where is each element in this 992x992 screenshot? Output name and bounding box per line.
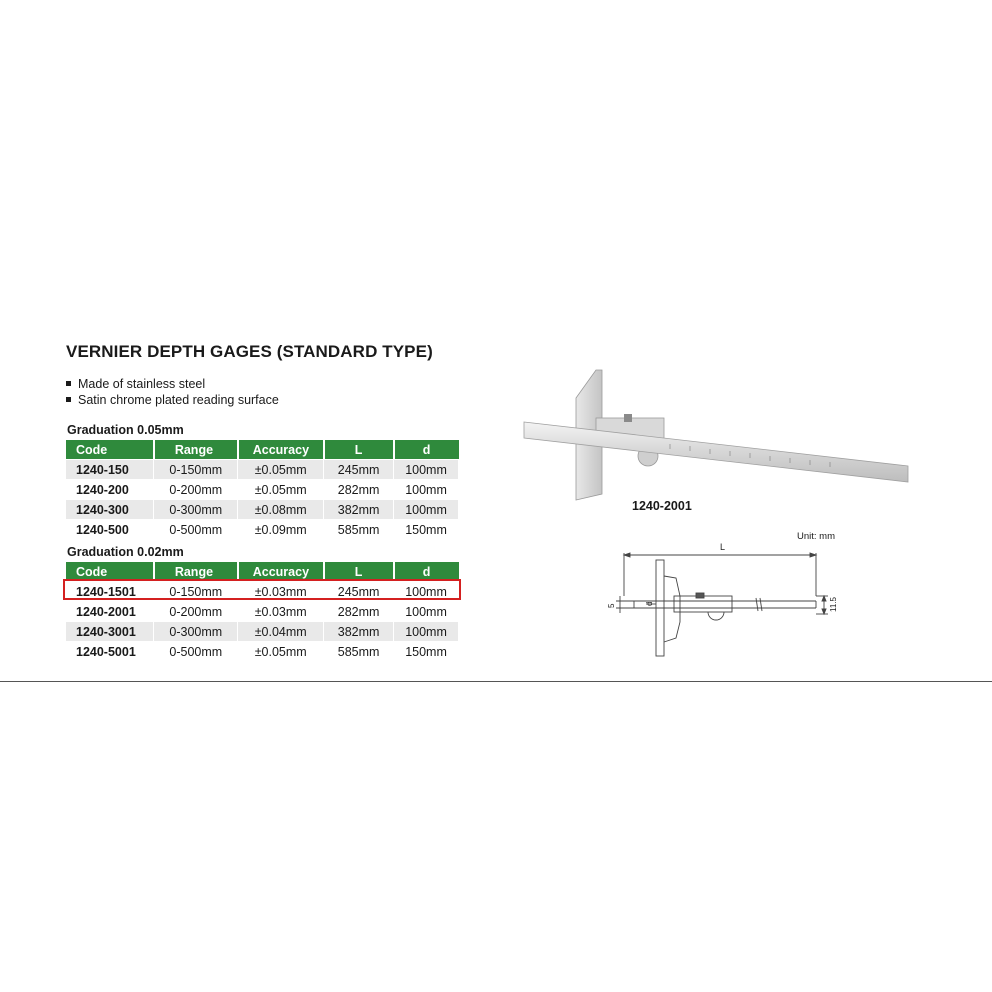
spec-table-graduation-005 xyxy=(66,440,459,539)
cell-l: 245mm xyxy=(324,460,394,480)
cell-d: 150mm xyxy=(394,520,459,540)
cell-range: 0-200mm xyxy=(154,480,238,500)
dim-d-label: d xyxy=(645,601,654,606)
cell-code: 1240-500 xyxy=(66,520,154,540)
cell-accuracy: ±0.05mm xyxy=(238,480,324,500)
cell-d: 100mm xyxy=(394,622,459,642)
cell-accuracy: ±0.05mm xyxy=(238,642,324,662)
cell-l: 585mm xyxy=(324,642,394,662)
table-heading-graduation-005: Graduation 0.05mm xyxy=(67,423,184,437)
table-header-row xyxy=(66,440,459,460)
spec-table-graduation-002 xyxy=(66,562,459,661)
cell-d: 150mm xyxy=(394,642,459,662)
cell-l: 282mm xyxy=(324,602,394,622)
cell-range: 0-150mm xyxy=(154,460,238,480)
cell-l: 382mm xyxy=(324,622,394,642)
dimension-drawing xyxy=(604,538,854,662)
table-header-row xyxy=(66,562,459,582)
cell-accuracy: ±0.03mm xyxy=(238,582,324,602)
cell-range: 0-300mm xyxy=(154,500,238,520)
bullet-square-icon xyxy=(66,381,71,386)
cell-code: 1240-200 xyxy=(66,480,154,500)
table-row xyxy=(66,622,459,642)
divider-line xyxy=(0,681,992,682)
unit-label: Unit: mm xyxy=(797,531,835,542)
feature-item: Satin chrome plated reading surface xyxy=(66,392,279,408)
cell-code: 1240-5001 xyxy=(66,642,154,662)
feature-item: Made of stainless steel xyxy=(66,376,279,392)
dim-l-label: L xyxy=(720,542,726,552)
column-header-d: d xyxy=(394,440,459,460)
column-header-code: Code xyxy=(66,440,154,460)
column-header-range: Range xyxy=(154,440,238,460)
cell-range: 0-300mm xyxy=(154,622,238,642)
column-header-d: d xyxy=(394,562,459,582)
table-row xyxy=(66,642,459,662)
cell-range: 0-500mm xyxy=(154,642,238,662)
cell-l: 245mm xyxy=(324,582,394,602)
table-row xyxy=(66,520,459,540)
column-header-accuracy: Accuracy xyxy=(238,440,324,460)
page-title: VERNIER DEPTH GAGES (STANDARD TYPE) xyxy=(66,342,433,361)
cell-accuracy: ±0.08mm xyxy=(238,500,324,520)
cell-d: 100mm xyxy=(394,582,459,602)
column-header-l: L xyxy=(324,440,394,460)
feature-list xyxy=(66,376,279,408)
cell-accuracy: ±0.05mm xyxy=(238,460,324,480)
column-header-accuracy: Accuracy xyxy=(238,562,324,582)
table-row xyxy=(66,602,459,622)
cell-accuracy: ±0.03mm xyxy=(238,602,324,622)
cell-code: 1240-300 xyxy=(66,500,154,520)
cell-code: 1240-1501 xyxy=(66,582,154,602)
table-row xyxy=(66,460,459,480)
table-heading-graduation-002: Graduation 0.02mm xyxy=(67,545,184,559)
cell-d: 100mm xyxy=(394,460,459,480)
cell-code: 1240-3001 xyxy=(66,622,154,642)
cell-code: 1240-2001 xyxy=(66,602,154,622)
table-row xyxy=(66,480,459,500)
table-row-highlighted xyxy=(66,582,459,602)
cell-d: 100mm xyxy=(394,500,459,520)
dim-11-5-label: 11.5 xyxy=(829,597,838,612)
cell-accuracy: ±0.04mm xyxy=(238,622,324,642)
column-header-code: Code xyxy=(66,562,154,582)
column-header-l: L xyxy=(324,562,394,582)
cell-accuracy: ±0.09mm xyxy=(238,520,324,540)
cell-range: 0-200mm xyxy=(154,602,238,622)
bullet-square-icon xyxy=(66,397,71,402)
dim-5-label: 5 xyxy=(607,603,616,608)
cell-range: 0-500mm xyxy=(154,520,238,540)
depth-gage-photo xyxy=(520,362,912,502)
cell-l: 382mm xyxy=(324,500,394,520)
photo-caption: 1240-2001 xyxy=(632,499,692,513)
cell-d: 100mm xyxy=(394,480,459,500)
cell-range: 0-150mm xyxy=(154,582,238,602)
column-header-range: Range xyxy=(154,562,238,582)
table-row xyxy=(66,500,459,520)
cell-d: 100mm xyxy=(394,602,459,622)
cell-code: 1240-150 xyxy=(66,460,154,480)
cell-l: 282mm xyxy=(324,480,394,500)
cell-l: 585mm xyxy=(324,520,394,540)
